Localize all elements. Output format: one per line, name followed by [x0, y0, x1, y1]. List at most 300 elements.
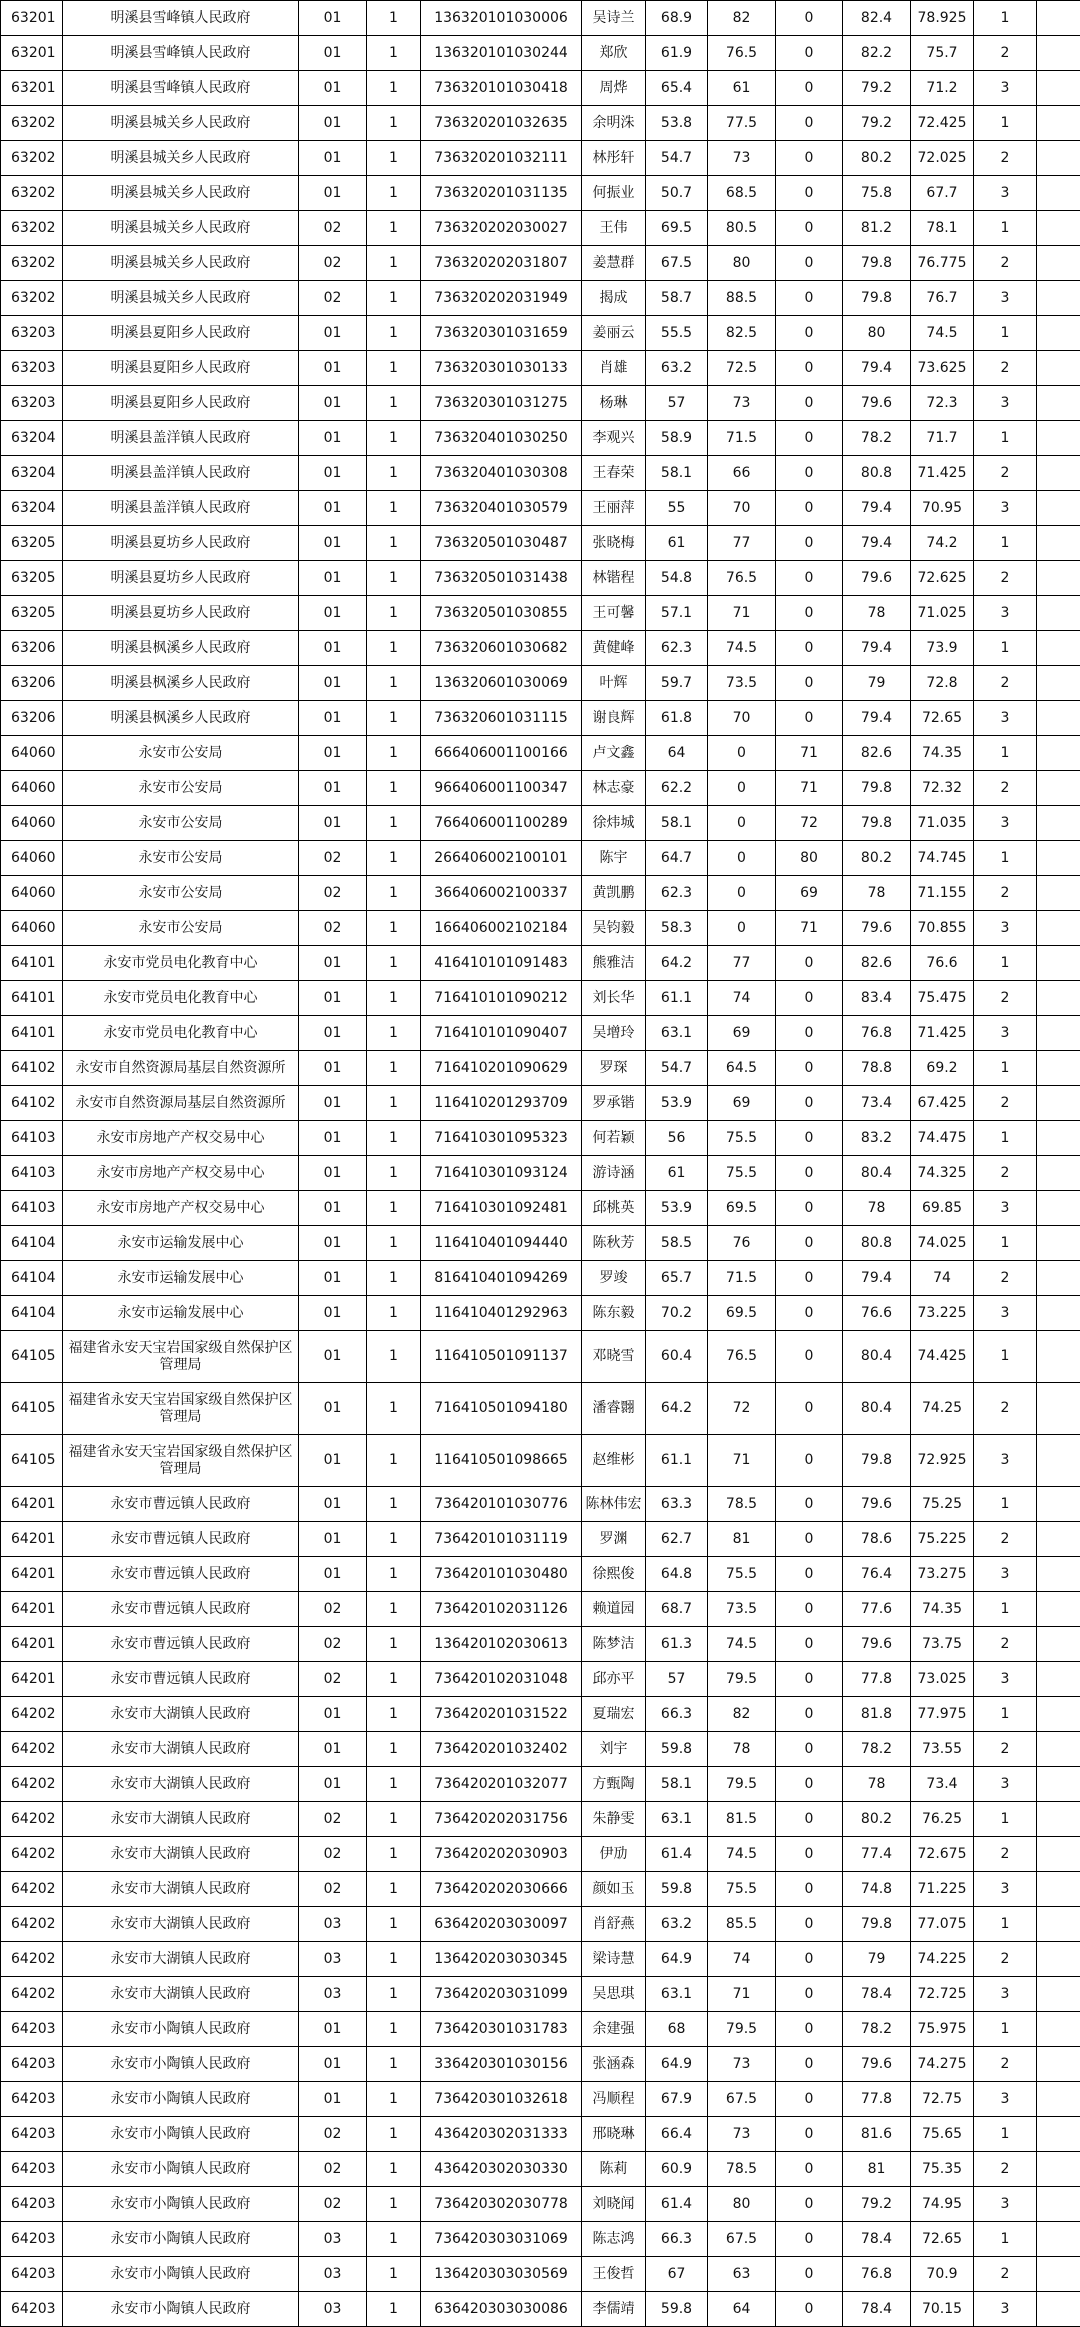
table-row [1, 1086, 1080, 1121]
exam-ticket-number-cell: 116410401292963 [421, 1296, 582, 1331]
remarks-cell [1037, 1051, 1080, 1086]
written-score-2-cell: 73 [708, 2047, 776, 2082]
total-score-cell: 72.725 [911, 1977, 974, 2012]
post-code-cell: 01 [299, 1261, 367, 1296]
exam-ticket-number-cell: 336420301030156 [421, 2047, 582, 2082]
remarks-cell [1037, 701, 1080, 736]
candidate-name-cell: 陈东毅 [582, 1296, 646, 1331]
position-code-cell: 64101 [1, 981, 63, 1016]
employer-cell: 永安市大湖镇人民政府 [63, 1942, 299, 1977]
interview-score-cell: 80.4 [843, 1331, 911, 1383]
quota-cell: 1 [367, 1487, 421, 1522]
total-score-cell: 72.925 [911, 1435, 974, 1487]
rank-cell: 1 [974, 316, 1037, 351]
candidate-name-cell: 林志豪 [582, 771, 646, 806]
table-row [1, 1191, 1080, 1226]
remarks-cell [1037, 1296, 1080, 1331]
interview-score-cell: 79.2 [843, 2187, 911, 2222]
post-code-cell: 01 [299, 316, 367, 351]
quota-cell: 1 [367, 281, 421, 316]
position-code-cell: 64203 [1, 2257, 63, 2292]
candidate-name-cell: 吴钧毅 [582, 911, 646, 946]
remarks-cell [1037, 211, 1080, 246]
post-code-cell: 01 [299, 2012, 367, 2047]
employer-cell: 永安市曹远镇人民政府 [63, 1592, 299, 1627]
exam-ticket-number-cell: 736420201032402 [421, 1732, 582, 1767]
written-score-1-cell: 69.5 [646, 211, 708, 246]
total-score-cell: 76.6 [911, 946, 974, 981]
position-code-cell: 64203 [1, 2292, 63, 2327]
candidate-name-cell: 林锴程 [582, 561, 646, 596]
rank-cell: 3 [974, 1557, 1037, 1592]
written-score-1-cell: 64.2 [646, 1383, 708, 1435]
candidate-name-cell: 罗渊 [582, 1522, 646, 1557]
quota-cell: 1 [367, 911, 421, 946]
candidate-name-cell: 邱桃英 [582, 1191, 646, 1226]
quota-cell: 1 [367, 1016, 421, 1051]
quota-cell: 1 [367, 386, 421, 421]
table-row [1, 1802, 1080, 1837]
written-score-2-cell: 69.5 [708, 1296, 776, 1331]
post-code-cell: 01 [299, 1383, 367, 1435]
rank-cell: 3 [974, 1296, 1037, 1331]
written-score-2-cell: 80 [708, 2187, 776, 2222]
rank-cell: 1 [974, 106, 1037, 141]
total-score-cell: 76.775 [911, 246, 974, 281]
candidate-name-cell: 余明洙 [582, 106, 646, 141]
interview-score-cell: 79.8 [843, 281, 911, 316]
total-score-cell: 72.425 [911, 106, 974, 141]
total-score-cell: 78.925 [911, 1, 974, 36]
interview-score-cell: 80 [843, 316, 911, 351]
post-code-cell: 01 [299, 2047, 367, 2082]
position-code-cell: 63204 [1, 456, 63, 491]
written-score-2-cell: 82 [708, 1, 776, 36]
remarks-cell [1037, 1767, 1080, 1802]
table-row [1, 2082, 1080, 2117]
table-row [1, 36, 1080, 71]
table-row [1, 456, 1080, 491]
quota-cell: 1 [367, 1557, 421, 1592]
written-score-1-cell: 61.3 [646, 1627, 708, 1662]
table-row [1, 1261, 1080, 1296]
written-score-2-cell: 0 [708, 876, 776, 911]
remarks-cell [1037, 1942, 1080, 1977]
table-row [1, 1592, 1080, 1627]
post-code-cell: 01 [299, 946, 367, 981]
candidate-name-cell: 杨琳 [582, 386, 646, 421]
position-code-cell: 64201 [1, 1522, 63, 1557]
interview-score-cell: 78.4 [843, 2292, 911, 2327]
post-code-cell: 01 [299, 1557, 367, 1592]
employer-cell: 明溪县枫溪乡人民政府 [63, 666, 299, 701]
rank-cell: 2 [974, 981, 1037, 1016]
exam-ticket-number-cell: 736420101031119 [421, 1522, 582, 1557]
remarks-cell [1037, 1383, 1080, 1435]
table-row [1, 981, 1080, 1016]
written-score-3-cell: 69 [776, 876, 843, 911]
total-score-cell: 70.9 [911, 2257, 974, 2292]
exam-ticket-number-cell: 636420303030086 [421, 2292, 582, 2327]
written-score-3-cell: 0 [776, 1907, 843, 1942]
total-score-cell: 74.35 [911, 736, 974, 771]
employer-cell: 永安市小陶镇人民政府 [63, 2012, 299, 2047]
quota-cell: 1 [367, 421, 421, 456]
written-score-1-cell: 59.8 [646, 2292, 708, 2327]
total-score-cell: 74.95 [911, 2187, 974, 2222]
table-row [1, 526, 1080, 561]
post-code-cell: 01 [299, 526, 367, 561]
candidate-name-cell: 陈梦洁 [582, 1627, 646, 1662]
interview-score-cell: 78.6 [843, 1522, 911, 1557]
quota-cell: 1 [367, 1331, 421, 1383]
rank-cell: 2 [974, 1156, 1037, 1191]
total-score-cell: 74.5 [911, 316, 974, 351]
remarks-cell [1037, 1697, 1080, 1732]
position-code-cell: 64060 [1, 736, 63, 771]
written-score-2-cell: 71.5 [708, 1261, 776, 1296]
quota-cell: 1 [367, 1872, 421, 1907]
written-score-2-cell: 71 [708, 596, 776, 631]
written-score-1-cell: 64.9 [646, 2047, 708, 2082]
post-code-cell: 01 [299, 1051, 367, 1086]
total-score-cell: 74 [911, 1261, 974, 1296]
post-code-cell: 01 [299, 176, 367, 211]
remarks-cell [1037, 281, 1080, 316]
total-score-cell: 72.75 [911, 2082, 974, 2117]
total-score-cell: 73.9 [911, 631, 974, 666]
interview-score-cell: 83.4 [843, 981, 911, 1016]
candidate-name-cell: 徐炜城 [582, 806, 646, 841]
total-score-cell: 71.7 [911, 421, 974, 456]
position-code-cell: 64202 [1, 1907, 63, 1942]
table-row [1, 246, 1080, 281]
written-score-2-cell: 79.5 [708, 1662, 776, 1697]
remarks-cell [1037, 841, 1080, 876]
remarks-cell [1037, 141, 1080, 176]
written-score-3-cell: 0 [776, 316, 843, 351]
employer-cell: 明溪县雪峰镇人民政府 [63, 1, 299, 36]
employer-cell: 永安市曹远镇人民政府 [63, 1662, 299, 1697]
employer-cell: 永安市大湖镇人民政府 [63, 1837, 299, 1872]
candidate-name-cell: 吴诗兰 [582, 1, 646, 36]
written-score-1-cell: 70.2 [646, 1296, 708, 1331]
employer-cell: 永安市曹远镇人民政府 [63, 1627, 299, 1662]
remarks-cell [1037, 2012, 1080, 2047]
written-score-1-cell: 57 [646, 1662, 708, 1697]
position-code-cell: 64103 [1, 1191, 63, 1226]
rank-cell: 2 [974, 1261, 1037, 1296]
written-score-2-cell: 73 [708, 141, 776, 176]
interview-score-cell: 78.8 [843, 1051, 911, 1086]
quota-cell: 1 [367, 736, 421, 771]
post-code-cell: 01 [299, 806, 367, 841]
rank-cell: 1 [974, 1487, 1037, 1522]
candidate-name-cell: 刘晓闻 [582, 2187, 646, 2222]
position-code-cell: 64105 [1, 1435, 63, 1487]
candidate-name-cell: 刘长华 [582, 981, 646, 1016]
position-code-cell: 63205 [1, 596, 63, 631]
remarks-cell [1037, 2187, 1080, 2222]
total-score-cell: 72.625 [911, 561, 974, 596]
employer-cell: 明溪县城关乡人民政府 [63, 141, 299, 176]
total-score-cell: 74.2 [911, 526, 974, 561]
table-row [1, 1557, 1080, 1592]
exam-ticket-number-cell: 736420303031069 [421, 2222, 582, 2257]
total-score-cell: 72.65 [911, 701, 974, 736]
rank-cell: 1 [974, 1121, 1037, 1156]
written-score-1-cell: 62.7 [646, 1522, 708, 1557]
position-code-cell: 64203 [1, 2187, 63, 2222]
written-score-2-cell: 64 [708, 2292, 776, 2327]
remarks-cell [1037, 911, 1080, 946]
remarks-cell [1037, 561, 1080, 596]
rank-cell: 2 [974, 1732, 1037, 1767]
position-code-cell: 63201 [1, 1, 63, 36]
rank-cell: 3 [974, 701, 1037, 736]
employer-cell: 永安市小陶镇人民政府 [63, 2082, 299, 2117]
exam-ticket-number-cell: 736420302030778 [421, 2187, 582, 2222]
quota-cell: 1 [367, 1226, 421, 1261]
rank-cell: 2 [974, 246, 1037, 281]
table-row [1, 1872, 1080, 1907]
exam-ticket-number-cell: 816410401094269 [421, 1261, 582, 1296]
written-score-1-cell: 59.7 [646, 666, 708, 701]
post-code-cell: 01 [299, 596, 367, 631]
exam-ticket-number-cell: 136320101030244 [421, 36, 582, 71]
written-score-3-cell: 0 [776, 141, 843, 176]
position-code-cell: 64201 [1, 1487, 63, 1522]
candidate-name-cell: 姜丽云 [582, 316, 646, 351]
total-score-cell: 74.025 [911, 1226, 974, 1261]
interview-score-cell: 79.8 [843, 246, 911, 281]
employer-cell: 明溪县盖洋镇人民政府 [63, 421, 299, 456]
rank-cell: 2 [974, 1627, 1037, 1662]
table-row [1, 2152, 1080, 2187]
interview-score-cell: 80.2 [843, 141, 911, 176]
table-row [1, 281, 1080, 316]
interview-score-cell: 82.2 [843, 36, 911, 71]
interview-score-cell: 79.4 [843, 1261, 911, 1296]
employer-cell: 永安市党员电化教育中心 [63, 1016, 299, 1051]
written-score-3-cell: 0 [776, 1732, 843, 1767]
table-body [1, 1, 1080, 2327]
table-row [1, 1156, 1080, 1191]
post-code-cell: 01 [299, 106, 367, 141]
interview-score-cell: 82.6 [843, 946, 911, 981]
written-score-2-cell: 0 [708, 806, 776, 841]
table-row [1, 631, 1080, 666]
remarks-cell [1037, 316, 1080, 351]
rank-cell: 2 [974, 2047, 1037, 2082]
candidate-name-cell: 黄凯鹏 [582, 876, 646, 911]
written-score-1-cell: 64.2 [646, 946, 708, 981]
written-score-1-cell: 50.7 [646, 176, 708, 211]
exam-ticket-number-cell: 716410301093124 [421, 1156, 582, 1191]
position-code-cell: 64101 [1, 1016, 63, 1051]
table-row [1, 1331, 1080, 1383]
total-score-cell: 76.7 [911, 281, 974, 316]
total-score-cell: 78.1 [911, 211, 974, 246]
interview-score-cell: 79.8 [843, 1435, 911, 1487]
total-score-cell: 74.275 [911, 2047, 974, 2082]
candidate-name-cell: 王春荣 [582, 456, 646, 491]
total-score-cell: 70.855 [911, 911, 974, 946]
employer-cell: 永安市小陶镇人民政府 [63, 2222, 299, 2257]
candidate-name-cell: 潘睿翾 [582, 1383, 646, 1435]
table-row [1, 2012, 1080, 2047]
exam-ticket-number-cell: 736420201032077 [421, 1767, 582, 1802]
written-score-2-cell: 74.5 [708, 1837, 776, 1872]
total-score-cell: 72.025 [911, 141, 974, 176]
interview-score-cell: 81.8 [843, 1697, 911, 1732]
exam-ticket-number-cell: 736320201032111 [421, 141, 582, 176]
quota-cell: 1 [367, 2047, 421, 2082]
rank-cell: 3 [974, 1016, 1037, 1051]
written-score-2-cell: 76.5 [708, 1331, 776, 1383]
candidate-name-cell: 王俊哲 [582, 2257, 646, 2292]
position-code-cell: 64102 [1, 1086, 63, 1121]
written-score-1-cell: 55 [646, 491, 708, 526]
total-score-cell: 74.425 [911, 1331, 974, 1383]
written-score-2-cell: 75.5 [708, 1121, 776, 1156]
written-score-3-cell: 0 [776, 421, 843, 456]
written-score-1-cell: 63.3 [646, 1487, 708, 1522]
total-score-cell: 77.975 [911, 1697, 974, 1732]
position-code-cell: 63206 [1, 631, 63, 666]
total-score-cell: 74.475 [911, 1121, 974, 1156]
remarks-cell [1037, 736, 1080, 771]
employer-cell: 永安市公安局 [63, 876, 299, 911]
interview-score-cell: 79 [843, 1942, 911, 1977]
written-score-2-cell: 74 [708, 981, 776, 1016]
written-score-1-cell: 65.7 [646, 1261, 708, 1296]
candidate-name-cell: 颜如玉 [582, 1872, 646, 1907]
position-code-cell: 64104 [1, 1226, 63, 1261]
exam-ticket-number-cell: 116410201293709 [421, 1086, 582, 1121]
interview-score-cell: 77.6 [843, 1592, 911, 1627]
remarks-cell [1037, 1557, 1080, 1592]
quota-cell: 1 [367, 1261, 421, 1296]
table-row [1, 1732, 1080, 1767]
written-score-1-cell: 68 [646, 2012, 708, 2047]
remarks-cell [1037, 2152, 1080, 2187]
remarks-cell [1037, 386, 1080, 421]
remarks-cell [1037, 981, 1080, 1016]
exam-ticket-number-cell: 116410501098665 [421, 1435, 582, 1487]
employer-cell: 明溪县夏阳乡人民政府 [63, 351, 299, 386]
position-code-cell: 64101 [1, 946, 63, 981]
total-score-cell: 71.425 [911, 456, 974, 491]
post-code-cell: 01 [299, 141, 367, 176]
interview-score-cell: 80.2 [843, 841, 911, 876]
written-score-3-cell: 0 [776, 2257, 843, 2292]
position-code-cell: 64201 [1, 1557, 63, 1592]
written-score-2-cell: 77 [708, 526, 776, 561]
written-score-3-cell: 0 [776, 1016, 843, 1051]
interview-score-cell: 73.4 [843, 1086, 911, 1121]
interview-score-cell: 79.6 [843, 1627, 911, 1662]
interview-score-cell: 80.8 [843, 456, 911, 491]
remarks-cell [1037, 1662, 1080, 1697]
employer-cell: 永安市小陶镇人民政府 [63, 2187, 299, 2222]
table-row [1, 911, 1080, 946]
employer-cell: 永安市公安局 [63, 736, 299, 771]
post-code-cell: 01 [299, 1697, 367, 1732]
written-score-3-cell: 0 [776, 2222, 843, 2257]
position-code-cell: 63206 [1, 666, 63, 701]
written-score-3-cell: 0 [776, 1977, 843, 2012]
post-code-cell: 02 [299, 1592, 367, 1627]
interview-score-cell: 79.8 [843, 806, 911, 841]
employer-cell: 永安市小陶镇人民政府 [63, 2047, 299, 2082]
written-score-1-cell: 58.9 [646, 421, 708, 456]
rank-cell: 3 [974, 1767, 1037, 1802]
written-score-3-cell: 0 [776, 1296, 843, 1331]
interview-score-cell: 79.4 [843, 526, 911, 561]
post-code-cell: 01 [299, 771, 367, 806]
written-score-1-cell: 61 [646, 1156, 708, 1191]
table-row [1, 491, 1080, 526]
interview-score-cell: 79.8 [843, 1907, 911, 1942]
rank-cell: 2 [974, 456, 1037, 491]
candidate-name-cell: 陈宇 [582, 841, 646, 876]
quota-cell: 1 [367, 1697, 421, 1732]
written-score-3-cell: 0 [776, 946, 843, 981]
employer-cell: 永安市公安局 [63, 911, 299, 946]
quota-cell: 1 [367, 701, 421, 736]
post-code-cell: 01 [299, 1086, 367, 1121]
written-score-3-cell: 0 [776, 1331, 843, 1383]
remarks-cell [1037, 1592, 1080, 1627]
exam-ticket-number-cell: 266406002100101 [421, 841, 582, 876]
candidate-name-cell: 赖道园 [582, 1592, 646, 1627]
written-score-2-cell: 69 [708, 1016, 776, 1051]
written-score-3-cell: 0 [776, 1226, 843, 1261]
written-score-3-cell: 71 [776, 771, 843, 806]
written-score-3-cell: 0 [776, 1435, 843, 1487]
total-score-cell: 73.55 [911, 1732, 974, 1767]
written-score-3-cell: 0 [776, 1697, 843, 1732]
employer-cell: 永安市曹远镇人民政府 [63, 1557, 299, 1592]
position-code-cell: 64203 [1, 2222, 63, 2257]
employer-cell: 永安市公安局 [63, 771, 299, 806]
quota-cell: 1 [367, 1156, 421, 1191]
quota-cell: 1 [367, 456, 421, 491]
interview-score-cell: 74.8 [843, 1872, 911, 1907]
written-score-2-cell: 67.5 [708, 2082, 776, 2117]
post-code-cell: 01 [299, 981, 367, 1016]
exam-ticket-number-cell: 436420302030330 [421, 2152, 582, 2187]
remarks-cell [1037, 666, 1080, 701]
remarks-cell [1037, 1732, 1080, 1767]
exam-ticket-number-cell: 736320202031949 [421, 281, 582, 316]
total-score-cell: 75.225 [911, 1522, 974, 1557]
table-row [1, 1383, 1080, 1435]
written-score-2-cell: 76.5 [708, 36, 776, 71]
post-code-cell: 03 [299, 2292, 367, 2327]
written-score-1-cell: 61 [646, 526, 708, 561]
written-score-3-cell: 0 [776, 1086, 843, 1121]
written-score-1-cell: 63.1 [646, 1016, 708, 1051]
exam-ticket-number-cell: 736320501031438 [421, 561, 582, 596]
quota-cell: 1 [367, 176, 421, 211]
written-score-3-cell: 0 [776, 1522, 843, 1557]
quota-cell: 1 [367, 1977, 421, 2012]
written-score-3-cell: 0 [776, 1191, 843, 1226]
remarks-cell [1037, 246, 1080, 281]
total-score-cell: 73.75 [911, 1627, 974, 1662]
